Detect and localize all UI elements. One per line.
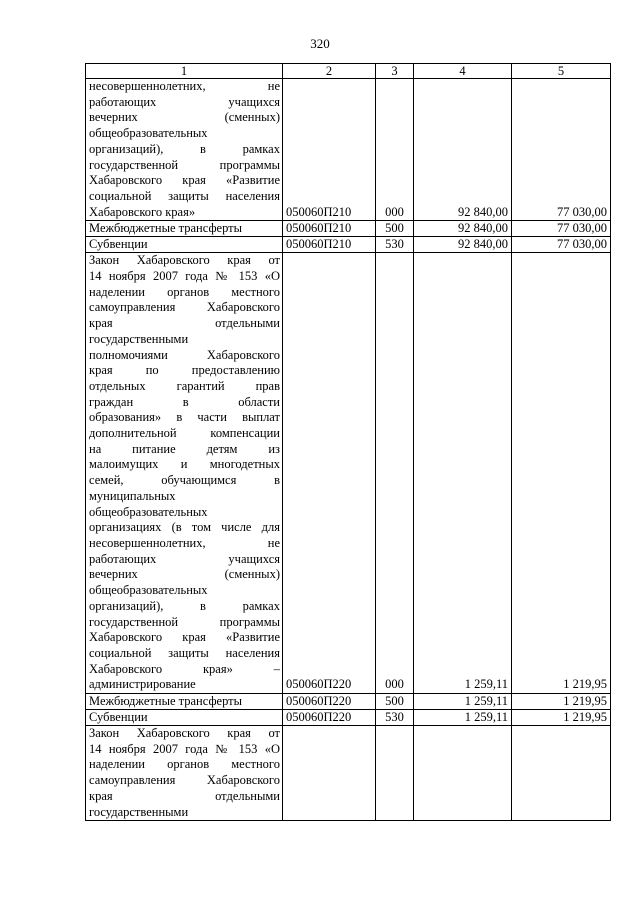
amount-year-1: 92 840,00 [414,221,512,237]
amount-year-1: 92 840,00 [414,237,512,253]
target-article-code: 050060П210 [283,79,376,221]
description-line: работающих учащихся [89,94,280,109]
description-line: самоуправления Хабаровского [89,300,280,315]
expense-type-code: 500 [376,221,414,237]
description-line: государственной программы [89,157,280,172]
amount-year-1: 1 259,11 [414,253,512,694]
amount-year-2: 1 219,95 [512,710,611,726]
target-article-code [283,726,376,821]
expense-type-code: 530 [376,237,414,253]
description-line: государственными [89,331,189,346]
page-number: 320 [310,36,330,51]
description-line: социальной защиты населения [89,645,280,660]
row-description: Межбюджетные трансферты [86,694,283,710]
table-row [86,694,611,710]
column-header: 2 [283,64,376,79]
column-header: 4 [414,64,512,79]
description-line: общеобразовательных [89,504,208,519]
row-description [86,79,283,221]
column-header: 1 [86,64,283,79]
target-article-code: 050060П210 [283,221,376,237]
table-row [86,221,611,237]
description-line: малоимущих и многодетных [89,457,280,472]
description-line: дополнительной компенсации [89,426,280,441]
description-line: самоуправления Хабаровского [89,773,280,788]
description-line: вечерних (сменных) [89,567,280,582]
description-line: государственной программы [89,614,280,629]
description-line: полномочиями Хабаровского [89,347,280,362]
description-line: общеобразовательных [89,126,208,141]
description-line: муниципальных [89,488,176,503]
description-line: социальной защиты населения [89,188,280,203]
table-row [86,710,611,726]
table-row [86,726,611,821]
description-line: наделении органов местного [89,284,280,299]
amount-year-2: 77 030,00 [512,221,611,237]
description-line: граждан в области [89,394,280,409]
target-article-code: 050060П220 [283,253,376,694]
description-line: 14 ноября 2007 года № 153 «О [89,269,280,284]
description-line: Хабаровского края» – [89,661,280,676]
description-line: Закон Хабаровского края от [89,253,280,268]
row-description [86,253,283,694]
description-line: организаций), в рамках [89,598,280,613]
expense-type-code: 000 [376,79,414,221]
amount-year-2: 77 030,00 [512,237,611,253]
description-line: 14 ноября 2007 года № 153 «О [89,741,280,756]
budget-table [85,63,611,821]
row-description [86,726,283,821]
description-line: края отдельными [89,788,280,803]
row-description: Субвенции [86,710,283,726]
description-line: Хабаровского края «Развитие [89,173,280,188]
description-line: на питание детям из [89,441,280,456]
amount-year-2: 77 030,00 [512,79,611,221]
description-line: отдельных гарантий прав [89,378,280,393]
column-header: 5 [512,64,611,79]
description-line: администрирование [89,677,196,692]
description-line: Хабаровского края «Развитие [89,630,280,645]
amount-year-1 [414,726,512,821]
budget-table-body [86,64,611,821]
table-header-row [86,64,611,79]
description-line: наделении органов местного [89,757,280,772]
description-line: организациях (в том числе для [89,520,280,535]
expense-type-code: 000 [376,253,414,694]
description-line: организаций), в рамках [89,141,280,156]
description-line: края отдельными [89,316,280,331]
amount-year-1: 1 259,11 [414,694,512,710]
table-row [86,237,611,253]
description-line: вечерних (сменных) [89,110,280,125]
description-line: края по предоставлению [89,363,280,378]
description-line: государственными [89,804,189,819]
description-line: несовершеннолетних, не [89,79,280,93]
description-line: общеобразовательных [89,583,208,598]
target-article-code: 050060П210 [283,237,376,253]
expense-type-code [376,726,414,821]
description-line: Хабаровского края» [89,204,196,219]
description-line: семей, обучающимся в [89,473,280,488]
amount-year-2 [512,726,611,821]
table-row [86,253,611,694]
target-article-code: 050060П220 [283,694,376,710]
description-line: несовершеннолетних, не [89,535,280,550]
amount-year-1: 1 259,11 [414,710,512,726]
amount-year-2: 1 219,95 [512,694,611,710]
table-row [86,79,611,221]
description-line: работающих учащихся [89,551,280,566]
amount-year-1: 92 840,00 [414,79,512,221]
description-line: Закон Хабаровского края от [89,726,280,741]
row-description: Субвенции [86,237,283,253]
amount-year-2: 1 219,95 [512,253,611,694]
target-article-code: 050060П220 [283,710,376,726]
row-description: Межбюджетные трансферты [86,221,283,237]
expense-type-code: 500 [376,694,414,710]
column-header: 3 [376,64,414,79]
description-line: образования» в части выплат [89,410,280,425]
expense-type-code: 530 [376,710,414,726]
